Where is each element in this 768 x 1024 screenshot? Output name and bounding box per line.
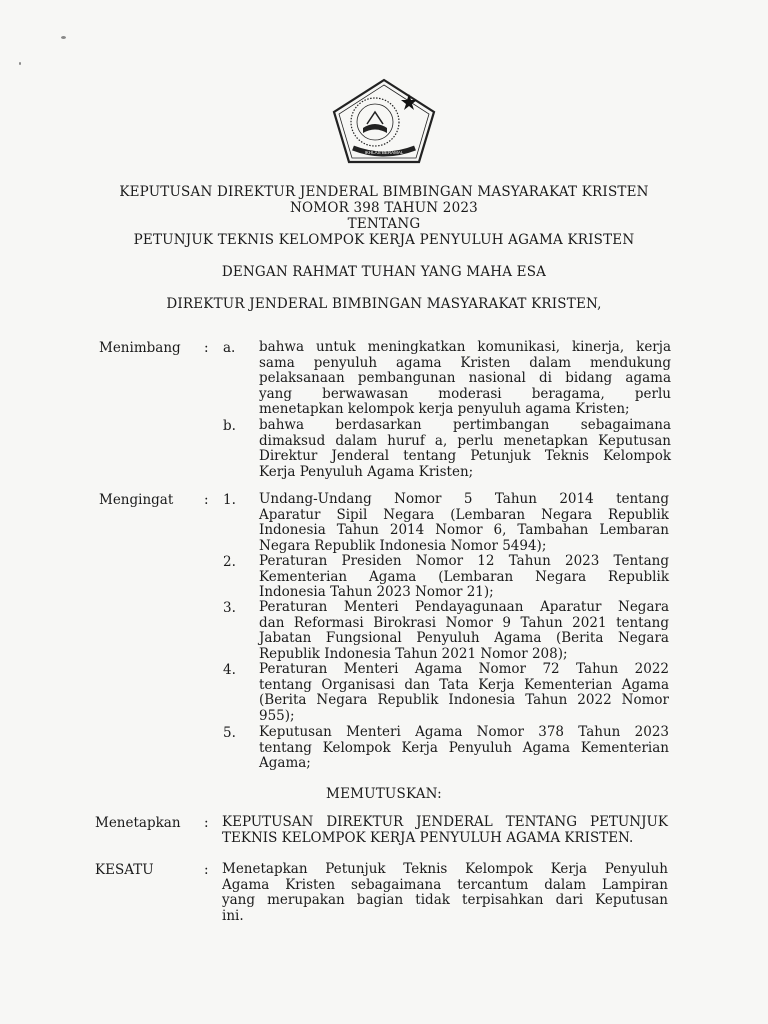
official-title: DIREKTUR JENDERAL BIMBINGAN MASYARAKAT KRISTEN, xyxy=(166,296,602,312)
text-line: KEPUTUSAN DIREKTUR JENDERAL TENTANG PETUNJUK xyxy=(222,814,668,830)
text-line: Agama; xyxy=(259,755,311,772)
text-line: Negara Republik Indonesia Nomor 5494); xyxy=(259,537,547,554)
memutuskan-heading: MEMUTUSKAN: xyxy=(326,786,442,802)
text-line: dan Reformasi Birokrasi Nomor 9 Tahun 2021 tentang xyxy=(259,614,669,631)
decree-title-line-1: KEPUTUSAN DIREKTUR JENDERAL BIMBINGAN MASYARAKAT KRISTEN xyxy=(119,184,649,200)
ministry-emblem-icon xyxy=(331,78,437,164)
text-line: bahwa untuk meningkatkan komunikasi, kinerja, kerja xyxy=(259,339,671,355)
decree-subject: PETUNJUK TEKNIS KELOMPOK KERJA PENYULUH AGAMA KRISTEN xyxy=(133,232,635,248)
emblem-motto: IKHLAS BERAMAL xyxy=(364,150,404,155)
text-line: Peraturan Menteri Pendayagunaan Aparatur Negara xyxy=(259,599,669,615)
decree-about: TENTANG xyxy=(347,216,421,232)
text-line: tentang Organisasi dan Tata Kerja Kementerian Agama xyxy=(259,676,669,693)
mengingat-item-2-text xyxy=(259,554,669,601)
decree-number: NOMOR 398 TAHUN 2023 xyxy=(290,200,478,216)
mengingat-item-4-number: 4. xyxy=(223,662,236,678)
text-line: Indonesia Tahun 2014 Nomor 6, Tambahan Lembaran xyxy=(259,522,669,539)
text-line: Kementerian Agama (Lembaran Negara Republik xyxy=(259,568,669,585)
text-line: pelaksanaan pembangunan nasional di bidang agama xyxy=(259,370,671,387)
menimbang-item-a-number: a. xyxy=(223,340,236,356)
text-line: Undang-Undang Nomor 5 Tahun 2014 tentang xyxy=(259,491,669,507)
menimbang-item-a-text xyxy=(259,340,671,418)
text-line: bahwa berdasarkan pertimbangan sebagaimana xyxy=(259,417,671,433)
text-line: TEKNIS KELOMPOK KERJA PENYULUH AGAMA KRISTEN. xyxy=(222,829,634,846)
mengingat-item-5-number: 5. xyxy=(223,725,236,741)
text-line: 955); xyxy=(259,707,295,724)
invocation: DENGAN RAHMAT TUHAN YANG MAHA ESA xyxy=(221,264,547,280)
text-line: Direktur Jenderal tentang Petunjuk Teknis Kelompok xyxy=(259,448,671,465)
mengingat-label: Mengingat xyxy=(99,492,174,508)
kesatu-colon: : xyxy=(204,862,209,878)
text-line: Peraturan Menteri Agama Nomor 72 Tahun 2022 xyxy=(259,661,669,677)
mengingat-item-3-text xyxy=(259,600,669,662)
kesatu-label: KESATU xyxy=(95,862,154,878)
text-line: Kerja Penyuluh Agama Kristen; xyxy=(259,463,474,480)
text-line: Agama Kristen sebagaimana tercantum dalam Lampiran xyxy=(222,876,668,893)
text-line: menetapkan kelompok kerja penyuluh agama Kristen; xyxy=(259,401,630,418)
mengingat-item-3-number: 3. xyxy=(223,600,236,616)
menetapkan-label: Menetapkan xyxy=(95,815,181,831)
text-line: ini. xyxy=(222,907,244,924)
text-line: sama penyuluh agama Kristen dalam mendukung xyxy=(259,354,671,371)
menimbang-item-b-number: b. xyxy=(223,418,236,434)
text-line: Jabatan Fungsional Penyuluh Agama (Berita Negara xyxy=(259,630,669,647)
mengingat-item-1-number: 1. xyxy=(223,492,236,508)
mengingat-item-1-text xyxy=(259,492,669,554)
text-line: dimaksud dalam huruf a, perlu menetapkan Keputusan xyxy=(259,432,671,449)
text-line: Aparatur Sipil Negara (Lembaran Negara Republik xyxy=(259,506,669,523)
mengingat-item-5-text xyxy=(259,725,669,772)
menimbang-label: Menimbang xyxy=(99,340,181,356)
scan-speck xyxy=(19,62,21,65)
kesatu-text xyxy=(222,862,668,924)
text-line: Menetapkan Petunjuk Teknis Kelompok Kerja Penyuluh xyxy=(222,861,668,877)
text-line: yang berwawasan moderasi beragama, perlu xyxy=(259,385,671,402)
text-line: yang merupakan bagian tidak terpisahkan dari Keputusan xyxy=(222,892,668,909)
menetapkan-colon: : xyxy=(204,815,209,831)
menimbang-colon: : xyxy=(204,340,209,356)
mengingat-item-2-number: 2. xyxy=(223,554,236,570)
menimbang-item-b-text xyxy=(259,418,671,480)
text-line: Peraturan Presiden Nomor 12 Tahun 2023 Tentang xyxy=(259,553,669,569)
scan-speck xyxy=(61,36,66,39)
mengingat-colon: : xyxy=(204,492,209,508)
text-line: tentang Kelompok Kerja Penyuluh Agama Kementerian xyxy=(259,739,669,756)
menetapkan-text xyxy=(222,815,668,846)
mengingat-item-4-text xyxy=(259,662,669,724)
text-line: Indonesia Tahun 2023 Nomor 21); xyxy=(259,584,494,601)
text-line: Keputusan Menteri Agama Nomor 378 Tahun 2023 xyxy=(259,724,669,740)
text-line: Republik Indonesia Tahun 2021 Nomor 208); xyxy=(259,645,568,662)
text-line: (Berita Negara Republik Indonesia Tahun 2022 Nomor xyxy=(259,692,669,709)
